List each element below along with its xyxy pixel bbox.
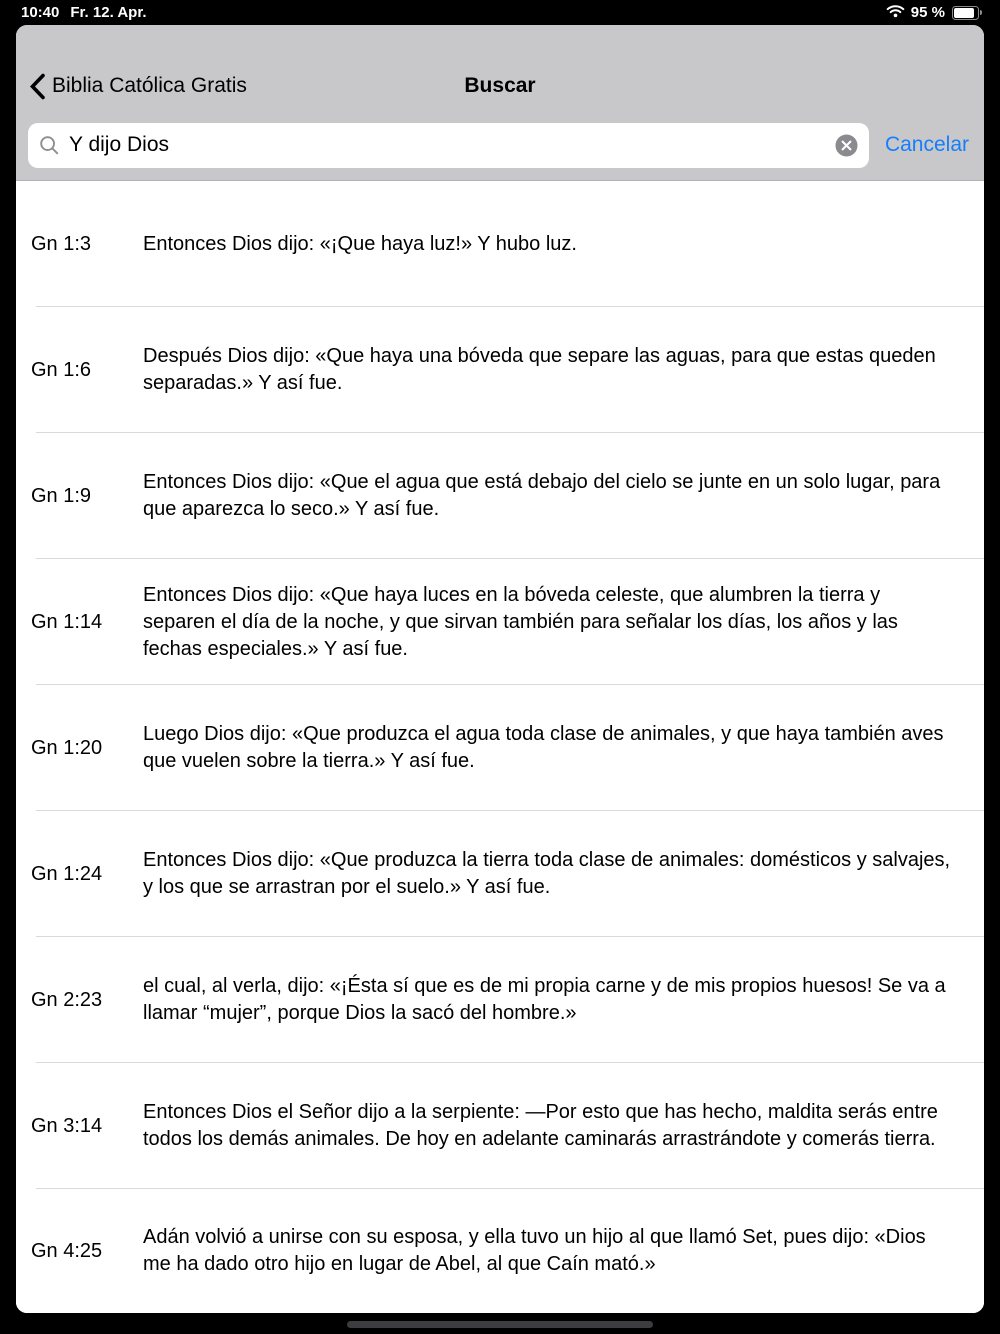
verse-result-row[interactable]	[16, 685, 984, 811]
navigation-bar	[16, 25, 984, 110]
status-time: 10:40	[21, 4, 60, 21]
verse-reference: Gn 1:3	[31, 232, 92, 255]
verse-text: Entonces Dios dijo: «¡Que haya luz!» Y hubo luz.	[143, 232, 577, 255]
verse-result-row[interactable]	[16, 559, 984, 685]
verse-reference: Gn 1:14	[31, 610, 103, 633]
search-icon	[39, 135, 60, 156]
verse-reference: Gn 1:24	[31, 862, 103, 885]
verse-reference: Gn 1:6	[31, 358, 92, 381]
verse-result-row[interactable]	[16, 811, 984, 937]
home-indicator[interactable]	[347, 1321, 653, 1328]
verse-text: Después Dios dijo: «Que haya una bóveda que separe las aguas, para que estas queden separadas.» Y así fue.	[143, 345, 936, 394]
search-input[interactable]	[28, 123, 869, 168]
verse-text: Entonces Dios el Señor dijo a la serpiente: —Por esto que has hecho, maldita serás entre todos los demás animales. De hoy en adelante caminarás arrastrándote y comerás tierra.	[143, 1101, 938, 1150]
chevron-left-icon	[30, 73, 45, 100]
verse-reference: Gn 1:20	[31, 736, 103, 759]
search-input-value: Y dijo Dios	[69, 133, 169, 156]
status-date: Fr. 12. Apr.	[70, 4, 147, 21]
verse-reference: Gn 2:23	[31, 988, 103, 1011]
verse-result-row[interactable]	[16, 433, 984, 559]
verse-reference: Gn 1:9	[31, 484, 92, 507]
results-list[interactable]	[16, 181, 984, 1313]
verse-result-row[interactable]	[16, 1189, 984, 1313]
verse-text: Luego Dios dijo: «Que produzca el agua toda clase de animales, y que haya también aves que vuelen sobre la tierra.» Y así fue.	[143, 723, 944, 772]
verse-reference: Gn 3:14	[31, 1114, 103, 1137]
verse-text: Entonces Dios dijo: «Que el agua que está debajo del cielo se junte en un solo lugar, para que aparezca lo seco.» Y así fue.	[143, 471, 941, 520]
verse-result-row[interactable]	[16, 307, 984, 433]
cancel-button[interactable]: Cancelar	[884, 133, 969, 156]
battery-percent: 95 %	[910, 4, 945, 21]
verse-result-row[interactable]	[16, 1063, 984, 1189]
status-bar	[0, 0, 1000, 25]
wifi-icon	[886, 4, 905, 22]
verse-text: Entonces Dios dijo: «Que produzca la tierra toda clase de animales: domésticos y salvajes, y los que se arrastran por el suelo.» Y así fue.	[143, 849, 951, 898]
verse-text: el cual, al verla, dijo: «¡Ésta sí que es de mi propia carne y de mis propios huesos! Se va a llamar “mujer”, porque Dios la sacó del hombre.»	[143, 975, 946, 1024]
verse-reference: Gn 4:25	[31, 1239, 103, 1262]
clear-search-button[interactable]	[835, 134, 858, 157]
back-button[interactable]	[30, 71, 247, 101]
verse-result-row[interactable]	[16, 937, 984, 1063]
page-title: Buscar	[464, 74, 536, 97]
back-button-label: Biblia Católica Gratis	[52, 74, 247, 97]
verse-text: Entonces Dios dijo: «Que haya luces en la bóveda celeste, que alumbren la tierra y separen el día de la noche, y que sirvan también para señalar los días, los años y las fechas especiales.» Y así fue.	[143, 583, 898, 660]
verse-result-row[interactable]	[16, 181, 984, 307]
verse-text: Adán volvió a unirse con su esposa, y ella tuvo un hijo al que llamó Set, pues dijo: «Dios me ha dado otro hijo en lugar de Abel, al que Caín mató.»	[143, 1226, 926, 1275]
search-bar	[16, 110, 984, 181]
battery-icon	[952, 6, 979, 20]
app-window	[16, 25, 984, 1313]
